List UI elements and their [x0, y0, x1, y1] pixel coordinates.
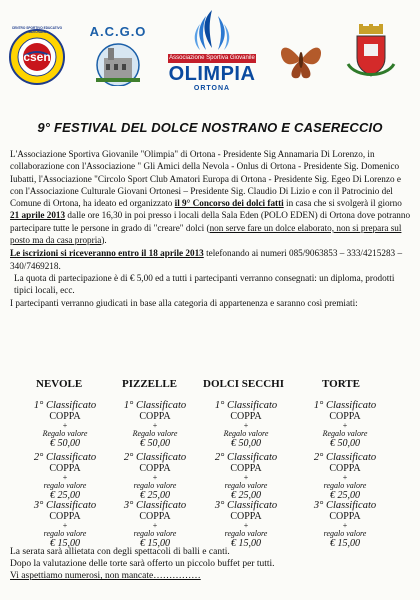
- footer-line-1: La serata sarà allietata con degli spettacoli di balli e canti.: [10, 547, 230, 557]
- prize-amount: € 15,00: [231, 538, 261, 549]
- acgo-logo: [88, 24, 148, 86]
- prize-plus: +: [243, 473, 249, 482]
- olimpia-band: Associazione Sportiva Giovanile: [169, 55, 255, 61]
- butterfly-icon: [276, 30, 326, 84]
- prize-prize: COPPA: [329, 411, 361, 422]
- prize-cell-pizzelle-3: [110, 500, 200, 549]
- intro-text-4: ).: [101, 235, 107, 246]
- intro-paragraph: [10, 148, 412, 246]
- prize-prize: COPPA: [230, 511, 262, 522]
- prize-prize: COPPA: [49, 511, 81, 522]
- olimpia-logo: [162, 6, 262, 94]
- prize-place: 1° Classificato: [214, 400, 278, 411]
- prize-cell-torte-3: [300, 500, 390, 549]
- prize-cell-pizzelle-2: [110, 452, 200, 501]
- registration-phones: telefonando ai numeri 085/9063853 – 333/4215283 – 340/7469218.: [10, 248, 403, 271]
- prize-plus: +: [342, 421, 348, 430]
- prize-prize: COPPA: [329, 511, 361, 522]
- prize-prize: COPPA: [230, 411, 262, 422]
- prize-cell-dolci-secchi-3: [201, 500, 291, 549]
- prize-prize: COPPA: [329, 463, 361, 474]
- category-nevole: NEVOLE: [36, 378, 83, 390]
- csen-arc-text: CENTRO SPORTIVO EDUCATIVO NAZIONALE: [11, 26, 63, 34]
- csen-main-text: csen: [23, 50, 51, 64]
- announcement-body: [10, 148, 412, 309]
- prize-amount: € 15,00: [50, 538, 80, 549]
- participation-note: non serve fare un dolce elaborato, non si prepara sul posto ma da casa propria: [10, 222, 402, 246]
- prize-label: regalo valore: [323, 481, 367, 490]
- prize-place: 2° Classificato: [123, 452, 187, 463]
- judging-paragraph: I partecipanti verranno giudicati in base alla categoria di appartenenza e saranno così premiati:: [10, 297, 358, 308]
- prize-label: regalo valore: [133, 481, 177, 490]
- prize-label: regalo valore: [133, 529, 177, 538]
- olimpia-city: ORTONA: [193, 85, 231, 92]
- prize-plus: +: [342, 521, 348, 530]
- intro-text: L'Associazione Sportiva Giovanile "Olimpia" di Ortona - Presidente Sig Annamaria Di Lorenzo, in collaborazione con l'Associazione " Gli Amici della Nevola - Onlus di Ortona - Presidente Sig. Domenico Iubatti, l'Associazione "Circolo Sport Club Amatori Europa di Ortona - Presidente Sig. Egeo Di Lorenzo e con l'Associazione Culturale Giovani Ortonesi – Presidente Sig. Claudio Di Lizio e con il Patrocinio del Comune di Ortona, ha ideato ed organizzato: [10, 149, 401, 209]
- prize-cell-torte-1: [300, 400, 390, 449]
- prize-place: 3° Classificato: [313, 500, 377, 511]
- acgo-building-icon: [88, 40, 148, 86]
- prize-place: 2° Classificato: [313, 452, 377, 463]
- prize-cell-nevole-2: [20, 452, 110, 501]
- olimpia-flame-icon: [162, 6, 262, 52]
- prize-label: regalo valore: [224, 481, 268, 490]
- prize-plus: +: [152, 473, 158, 482]
- registration-deadline: Le iscrizioni si riceveranno entro il 18 aprile 2013: [10, 248, 204, 259]
- prize-place: 3° Classificato: [214, 500, 278, 511]
- prize-cell-nevole-1: [20, 400, 110, 449]
- prize-cell-dolci-secchi-2: [201, 452, 291, 501]
- prize-plus: +: [152, 421, 158, 430]
- registration-paragraph: [10, 247, 412, 272]
- prize-prize: COPPA: [139, 511, 171, 522]
- prize-amount: € 15,00: [140, 538, 170, 549]
- prize-label: Regalo valore: [322, 429, 368, 438]
- prize-prize: COPPA: [139, 463, 171, 474]
- csen-logo: [8, 28, 66, 86]
- prize-label: Regalo valore: [132, 429, 178, 438]
- footer-line-2: Dopo la valutazione delle torte sarà offerto un piccolo buffet per tutti.: [10, 559, 275, 569]
- prize-plus: +: [243, 521, 249, 530]
- prize-prize: COPPA: [139, 411, 171, 422]
- prize-cell-pizzelle-1: [110, 400, 200, 449]
- prize-plus: +: [62, 521, 68, 530]
- prize-plus: +: [342, 473, 348, 482]
- prize-amount: € 25,00: [231, 490, 261, 501]
- intro-text-2: in casa che si svolgerà il giorno: [286, 198, 402, 209]
- prize-cell-nevole-3: [20, 500, 110, 549]
- prize-amount: € 25,00: [140, 490, 170, 501]
- prize-plus: +: [62, 421, 68, 430]
- acgo-text: A.C.G.O: [89, 24, 147, 39]
- prize-plus: +: [243, 421, 249, 430]
- page-title: 9° FESTIVAL DEL DOLCE NOSTRANO E CASERECCIO: [37, 120, 383, 135]
- footer-line-3: Vi aspettiamo numerosi, non mancate……………: [10, 571, 201, 581]
- coat-of-arms-icon: [342, 24, 400, 86]
- contest-name: il 9° Concorso dei dolci fatti: [174, 198, 284, 209]
- prize-amount: € 25,00: [50, 490, 80, 501]
- prize-amount: € 50,00: [231, 438, 261, 449]
- category-torte: TORTE: [322, 378, 360, 390]
- category-pizzelle: PIZZELLE: [122, 378, 178, 390]
- prize-amount: € 25,00: [330, 490, 360, 501]
- prize-place: 2° Classificato: [214, 452, 278, 463]
- prize-label: regalo valore: [323, 529, 367, 538]
- footer: [10, 546, 412, 582]
- prize-label: Regalo valore: [223, 429, 269, 438]
- prize-label: regalo valore: [43, 529, 87, 538]
- category-dolci-secchi: DOLCI SECCHI: [203, 378, 284, 390]
- logo-row: [0, 4, 420, 92]
- prize-place: 3° Classificato: [123, 500, 187, 511]
- intro-text-3: dalle ore 16,30 in poi presso i locali della Sala Eden (POLO EDEN) di Ortona dove potranno partecipare tutte le persone in grado di "creare" dolci (: [10, 210, 411, 233]
- ortona-crest-logo: [342, 24, 400, 86]
- event-date: 21 aprile 2013: [10, 210, 66, 221]
- prize-amount: € 50,00: [50, 438, 80, 449]
- prize-place: 1° Classificato: [313, 400, 377, 411]
- prize-plus: +: [152, 521, 158, 530]
- prize-amount: € 50,00: [330, 438, 360, 449]
- prize-prize: COPPA: [230, 463, 262, 474]
- prize-amount: € 50,00: [140, 438, 170, 449]
- prize-cell-dolci-secchi-1: [201, 400, 291, 449]
- prize-place: 3° Classificato: [33, 500, 97, 511]
- prize-place: 2° Classificato: [33, 452, 97, 463]
- olimpia-name: OLIMPIA: [168, 63, 256, 85]
- prize-label: regalo valore: [43, 481, 87, 490]
- prize-place: 1° Classificato: [33, 400, 97, 411]
- prize-prize: COPPA: [49, 463, 81, 474]
- prize-label: regalo valore: [224, 529, 268, 538]
- fee-paragraph: La quota di partecipazione è di € 5,00 ed a tutti i partecipanti verranno consegnati: un diploma, prodotti tipici locali, ecc.: [14, 272, 395, 296]
- prize-place: 1° Classificato: [123, 400, 187, 411]
- prize-prize: COPPA: [49, 411, 81, 422]
- prize-cell-torte-2: [300, 452, 390, 501]
- butterfly-logo: [276, 30, 326, 84]
- prize-amount: € 15,00: [330, 538, 360, 549]
- prize-label: Regalo valore: [42, 429, 88, 438]
- prize-plus: +: [62, 473, 68, 482]
